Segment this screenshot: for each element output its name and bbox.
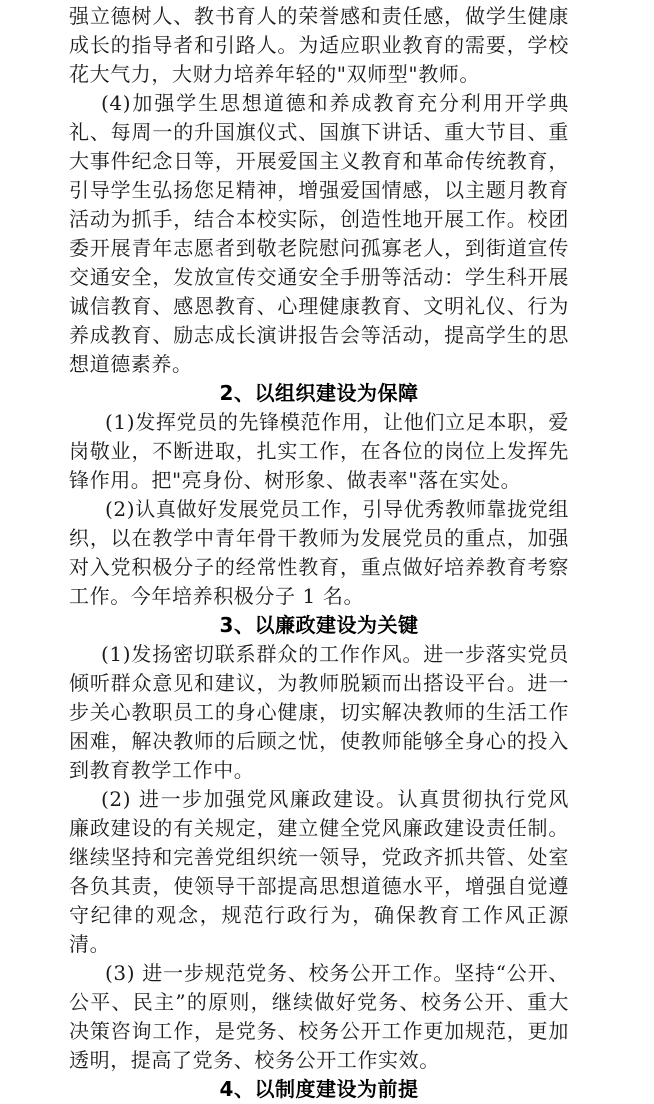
section-heading-organization: 2、以组织建设为保障 [219, 381, 419, 405]
paragraph-teacher-training: 强立德树人、教书育人的荣誉感和责任感，做学生健康成长的指导者和引路人。为适应职业教育的需要，学校花大气力，大财力培养年轻的"双师型"教师。 [69, 4, 569, 86]
section-heading-integrity: 3、以廉政建设为关键 [219, 613, 419, 637]
paragraph-open-affairs: (3) 进一步规范党务、校务公开工作。坚持“公开、公平、民主”的原则，继续做好党务、校务公开、重大决策咨询工作，是党务、校务公开工作更加规范，更加透明，提高了党务、校务公开工作实效。 [69, 961, 569, 1072]
paragraph-party-development: (2)认真做好发展党员工作，引导优秀教师靠拢党组织，以在教学中青年骨干教师为发展党员的重点，加强对入党积极分子的经常性教育，重点做好培养教育考察工作。今年培养积极分子 1 名。 [69, 497, 569, 608]
paragraph-party-vanguard: (1)发挥党员的先锋模范作用，让他们立足本职，爱岗敬业，不断进取，扎实工作，在各位的岗位上发挥先锋作用。把"亮身份、树形象、做表率"落在实处。 [69, 410, 569, 492]
document-page [69, 2, 569, 1104]
paragraph-clean-governance: (2) 进一步加强党风廉政建设。认真贯彻执行党风廉政建设的有关规定，建立健全党风廉政建设责任制。继续坚持和完善党组织统一领导，党政齐抓共管、处室各负其责，使领导干部提高思想道德水平，增强自觉遵守纪律的观念，规范行政行为，确保教育工作风正源清。 [69, 787, 569, 956]
section-heading-institution: 4、以制度建设为前提 [219, 1077, 419, 1101]
paragraph-mass-line: (1)发扬密切联系群众的工作作风。进一步落实党员倾听群众意见和建议，为教师脱颖而出搭设平台。进一步关心教职员工的身心健康，切实解决教师的生活工作困难，解决教师的后顾之忧，使教师能够全身心的投入到教育教学工作中。 [69, 642, 569, 782]
paragraph-moral-education: (4)加强学生思想道德和养成教育充分利用开学典礼、每周一的升国旗仪式、国旗下讲话、重大节目、重大事件纪念日等，开展爱国主义教育和革命传统教育，引导学生弘扬您足精神，增强爱国情感，以主题月教育活动为抓手，结合本校实际，创造性地开展工作。校团委开展青年志愿者到敬老院慰问孤寡老人，到街道宣传交通安全，发放宣传交通安全手册等活动：学生科开展诚信教育、感恩教育、心理健康教育、文明礼仪、行为养成教育、励志成长演讲报告会等活动，提高学生的思想道德素养。 [69, 91, 569, 376]
